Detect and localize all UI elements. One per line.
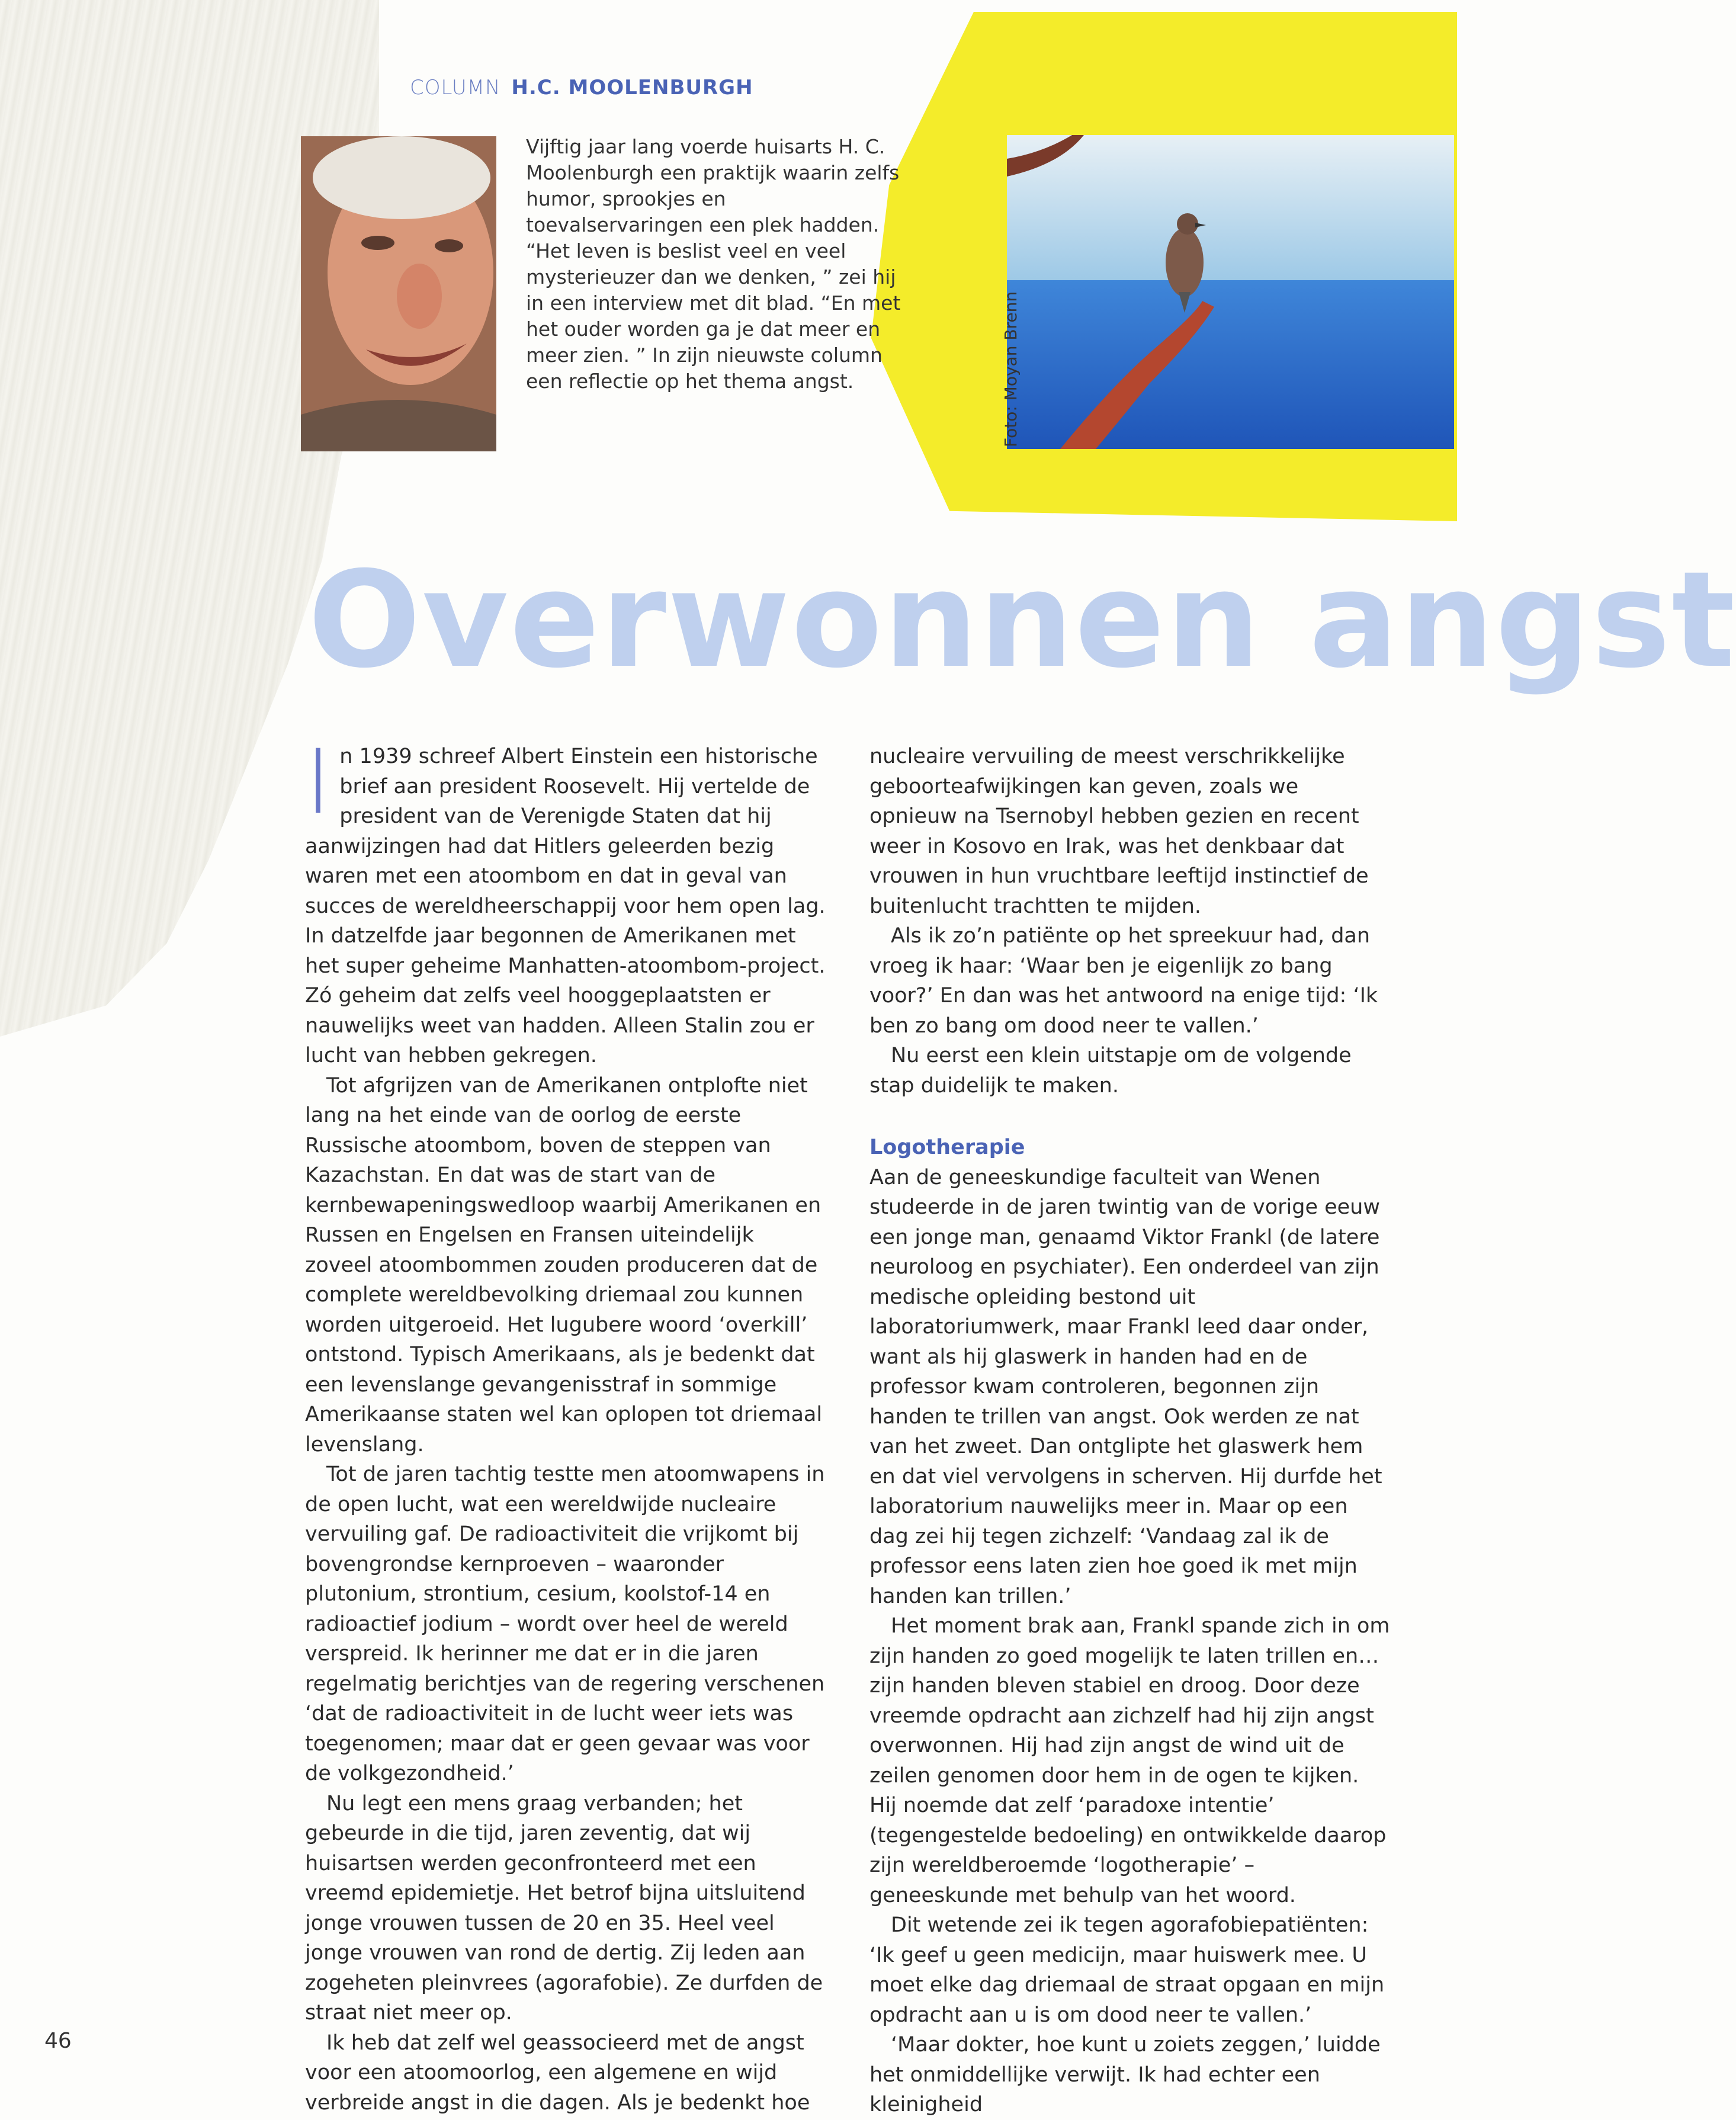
- column-author: H.C. MOOLENBURGH: [511, 76, 753, 100]
- page-number: 46: [44, 2029, 72, 2053]
- author-portrait: [301, 136, 496, 451]
- dropcap: I: [305, 731, 332, 834]
- article-paragraph: Tot afgrijzen van de Amerikanen ontplofte niet lang na het einde van de oorlog de eerste Russische atoombom, boven de steppen van Kazachstan. En dat was de start van de kernbewapeningswedloop waarbij Amerikanen en Russen en Engelsen en Fransen uiteindelijk zoveel atoombommen zouden produceren dat de complete wereldbevolking driemaal zou kunnen worden uitgeroeid. Het lugubere woord ‘overkill’ ontstond. Typisch Amerikaans, als je bedenkt dat een levenslange gevangenisstraf in sommige Amerikaanse staten wel kan oplopen tot driemaal levenslang.: [305, 1073, 823, 1457]
- article-paragraph: nucleaire vervuiling de meest verschrikkelijke geboorteafwijkingen kan geven, zoals we opnieuw na Tsernobyl hebben gezien en recent weer in Kosovo en Irak, was het denkbaar dat vrouwen in hun vruchtbare leeftijd instinctief de buitenlucht trachtten te mijden.: [869, 745, 1369, 918]
- column-label: COLUMN: [410, 76, 501, 100]
- bird-photo: [1007, 135, 1454, 449]
- article-paragraph: Ik heb dat zelf wel geassocieerd met de angst voor een atoomoorlog, een algemene en wijd verbreide angst in die dagen. Als je bedenkt hoe: [305, 2031, 810, 2115]
- article-column-right: [869, 742, 1391, 2120]
- subhead-logotherapie: Logotherapie: [869, 1136, 1025, 1159]
- photo-credit: Foto: Moyan Brenn: [1001, 291, 1021, 447]
- article-paragraph: Dit wetende zei ik tegen agorafobiepatiënten: ‘Ik geef u geen medicijn, maar huiswerk mee. U moet elke dag driemaal de straat opgaan en mijn opdracht aan u is om dood neer te vallen.’: [869, 1913, 1385, 2027]
- headline: Overwonnen angst: [308, 543, 1736, 697]
- article-paragraph: ‘Maar dokter, hoe kunt u zoiets zeggen,’ luidde het onmiddellijke verwijt. Ik had echter een kleinigheid: [869, 2033, 1381, 2116]
- article-paragraph: Tot de jaren tachtig testte men atoomwapens in de open lucht, wat een wereldwijde nucleaire vervuiling gaf. De radioactiviteit die vrijkomt bij bovengrondse kernproeven – waaronder plutonium, strontium, cesium, koolstof-14 en radioactief jodium – wordt over heel de wereld verspreid. Ik herinner me dat er in die jaren regelmatig berichtjes van de regering verschenen ‘dat de radioactiviteit in de lucht weer iets was toegenomen; maar dat er geen gevaar was voor de volkgezondheid.’: [305, 1462, 825, 1785]
- article-paragraph: Het moment brak aan, Frankl spande zich in om zijn handen zo goed mogelijk te laten trillen en… zijn handen bleven stabiel en droog. Door deze vreemde opdracht aan zichzelf had hij zijn angst overwonnen. Hij had zijn angst de wind uit de zeilen genomen door hem in de ogen te kijken. Hij noemde dat zelf ‘paradoxe intentie’ (tegengestelde bedoeling) en ontwikkelde daarop zijn wereldberoemde ‘logotherapie’ – geneeskunde met behulp van het woord.: [869, 1614, 1390, 1907]
- article-column-left: [305, 731, 826, 2118]
- article-paragraph: Als ik zo’n patiënte op het spreekuur had, dan vroeg ik haar: ‘Waar ben je eigenlijk zo bang voor?’ En dan was het antwoord na enige tijd: ‘Ik ben zo bang om dood neer te vallen.’: [869, 924, 1378, 1038]
- article-paragraph: Aan de geneeskundige faculteit van Wenen studeerde in de jaren twintig van de vorige eeuw een jonge man, genaamd Viktor Frankl (de latere neuroloog en psychiater). Een onderdeel van zijn medische opleiding bestond uit laboratoriumwerk, maar Frankl leed daar onder, want als hij glaswerk in handen had en de professor kwam controleren, begonnen zijn handen te trillen van angst. Ook werden ze nat van het zweet. Dan ontglipte het glaswerk hem en dat viel vervolgens in scherven. Hij durfde het laboratorium nauwelijks meer in. Maar op een dag zei hij tegen zichzelf: ‘Vandaag zal ik de professor eens laten zien hoe goed ik met mijn handen kan trillen.’: [869, 1165, 1382, 1608]
- article-paragraph: Nu legt een mens graag verbanden; het gebeurde in die tijd, jaren zeventig, dat wij huisartsen werden geconfronteerd met een vreemd epidemietje. Het betrof bijna uitsluitend jonge vrouwen tussen de 20 en 35. Heel veel jonge vrouwen van rond de dertig. Zij leden aan zogeheten pleinvrees (agorafobie). Ze durfden de straat niet meer op.: [305, 1791, 823, 2025]
- article-paragraph: Nu eerst een klein uitstapje om de volgende stap duidelijk te maken.: [869, 1044, 1352, 1098]
- article-paragraph: In 1939 schreef Albert Einstein een historische brief aan president Roosevelt. Hij vertelde de president van de Verenigde Staten dat hij aanwijzingen had dat Hitlers geleerden bezig waren met een atoombom en dat in geval van succes de wereldheerschappij voor hem open lag. In datzelfde jaar begonnen de Amerikanen met het super geheime Manhatten-atoombom-project. Zó geheim dat zelfs veel hooggeplaatsten er nauwelijks weet van hadden. Alleen Stalin zou er lucht van hebben gekregen.: [305, 731, 826, 1067]
- column-header: [410, 76, 753, 100]
- intro-text: Vijftig jaar lang voerde huisarts H. C. Moolenburgh een praktijk waarin zelfs humor, sprookjes en toevalservaringen een plek hadden. “Het leven is beslist veel en veel mysterieuzer dan we denken, ” zei hij in een interview met dit blad. “En met het ouder worden ga je dat meer en meer zien. ” In zijn nieuwste column een reflectie op het thema angst.: [526, 135, 901, 393]
